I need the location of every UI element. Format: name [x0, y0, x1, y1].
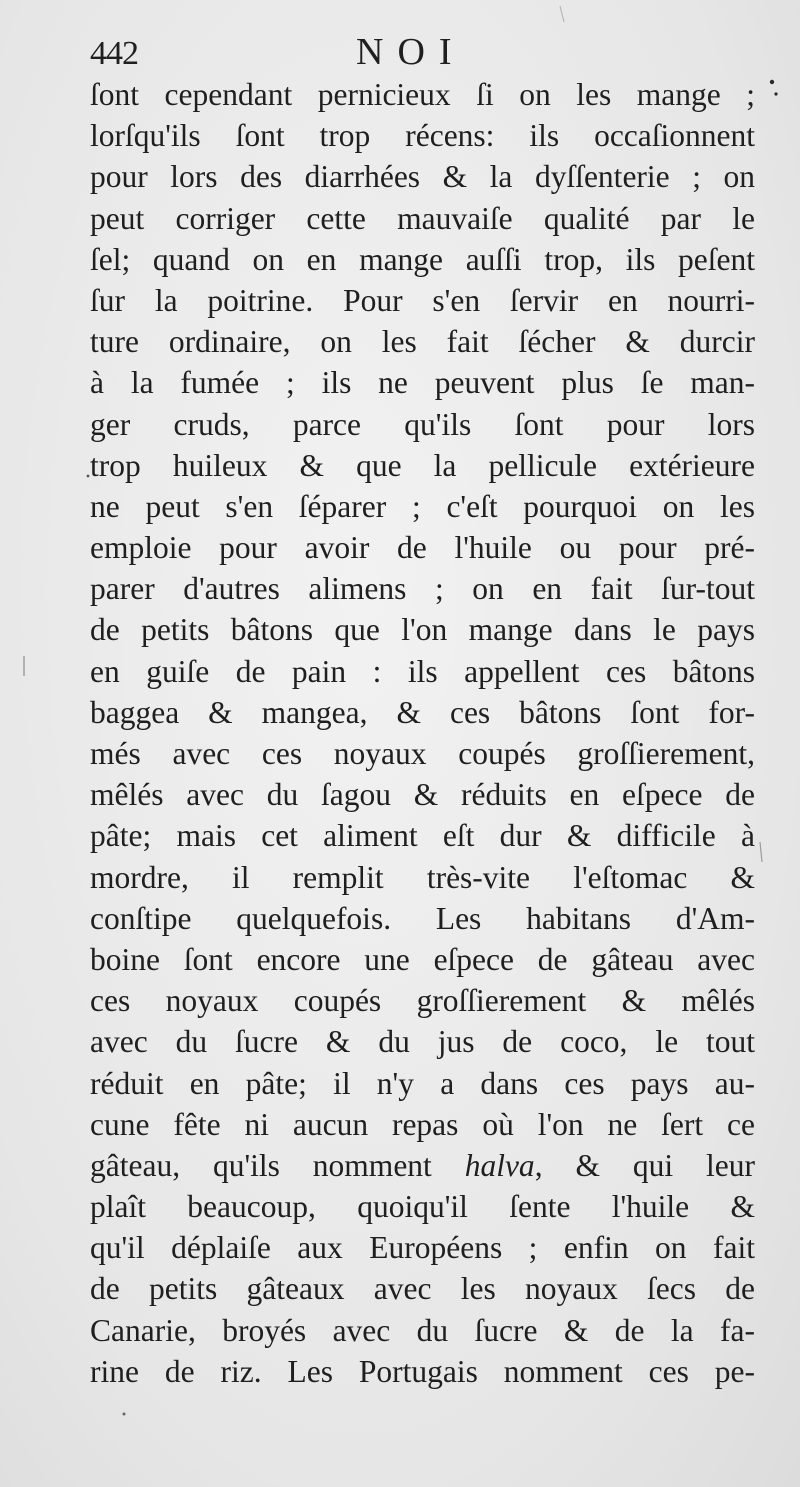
- text-line: à la fumée ; ils ne peuvent plus ſe man-: [90, 365, 755, 401]
- text-line: cune fête ni aucun repas où l'on ne ſert ce: [90, 1106, 755, 1142]
- text-line: mêlés avec du ſagou & réduits en eſpece de: [90, 777, 755, 813]
- text-line: pour lors des diarrhées & la dyſſenterie ; on: [90, 159, 755, 195]
- paper-mark: [760, 842, 762, 862]
- text-segment: gâteau, qu'ils nomment: [90, 1147, 465, 1183]
- text-line: parer d'autres alimens ; on en fait ſur-tout: [90, 571, 755, 607]
- text-line: ces noyaux coupés groſſierement & mêlés: [90, 983, 755, 1019]
- page-header: [0, 28, 800, 78]
- text-line: de petits gâteaux avec les noyaux ſecs de: [90, 1271, 755, 1307]
- text-line: emploie pour avoir de l'huile ou pour pré-: [90, 530, 755, 566]
- text-line: més avec ces noyaux coupés groſſierement,: [90, 736, 755, 771]
- text-line: mordre, il remplit très-vite l'eſtomac &: [90, 859, 755, 895]
- text-line: ſel; quand on en mange auſſi trop, ils peſent: [90, 241, 755, 277]
- text-line: ſur la poitrine. Pour s'en ſervir en nourri-: [90, 282, 755, 318]
- text-line: ger cruds, parce qu'ils ſont pour lors: [90, 406, 755, 442]
- text-line: ſont cependant pernicieux ſi on les mange ;: [90, 77, 755, 112]
- running-head: NOI: [356, 31, 466, 73]
- text-line: ture ordinaire, on les fait ſécher & durcir: [90, 324, 755, 360]
- text-line: boine ſont encore une eſpece de gâteau avec: [90, 941, 755, 977]
- text-line: de petits bâtons que l'on mange dans le pays: [90, 612, 755, 648]
- text-segment: , & qui leur: [534, 1147, 755, 1183]
- ink-speck: [770, 80, 774, 84]
- text-line: rine de riz. Les Portugais nomment ces pe-: [90, 1353, 755, 1389]
- ink-speck: [123, 1413, 126, 1416]
- text-line: baggea & mangea, & ces bâtons ſont for-: [90, 694, 755, 730]
- text-line: Canarie, broyés avec du ſucre & de la fa-: [90, 1312, 755, 1348]
- ink-speck: [774, 92, 777, 95]
- text-line: [90, 1145, 755, 1186]
- text-line: conſtipe quelquefois. Les habitans d'Am-: [90, 900, 755, 936]
- page-number: 442: [90, 35, 138, 72]
- text-line: avec du ſucre & du jus de coco, le tout: [90, 1024, 755, 1060]
- text-line: réduit en pâte; il n'y a dans ces pays au-: [90, 1065, 755, 1101]
- text-line: pâte; mais cet aliment eſt dur & difficile à: [90, 818, 755, 854]
- text-line: trop huileux & que la pellicule extérieure: [90, 447, 755, 483]
- text-line: peut corriger cette mauvaiſe qualité par le: [90, 200, 755, 236]
- text-line: qu'il déplaiſe aux Européens ; enfin on fait: [90, 1230, 755, 1266]
- text-line: en guiſe de pain : ils appellent ces bâtons: [90, 653, 755, 689]
- text-line: plaît beaucoup, quoiqu'il ſente l'huile &: [90, 1189, 755, 1225]
- text-line: ne peut s'en ſéparer ; c'eſt pourquoi on les: [90, 488, 755, 524]
- paper-mark: [560, 6, 564, 22]
- body-text: [90, 74, 755, 1392]
- ink-speck: [87, 475, 90, 478]
- text-line: lorſqu'ils ſont trop récens: ils occaſionnent: [90, 118, 755, 154]
- italic-term: halva: [464, 1147, 535, 1183]
